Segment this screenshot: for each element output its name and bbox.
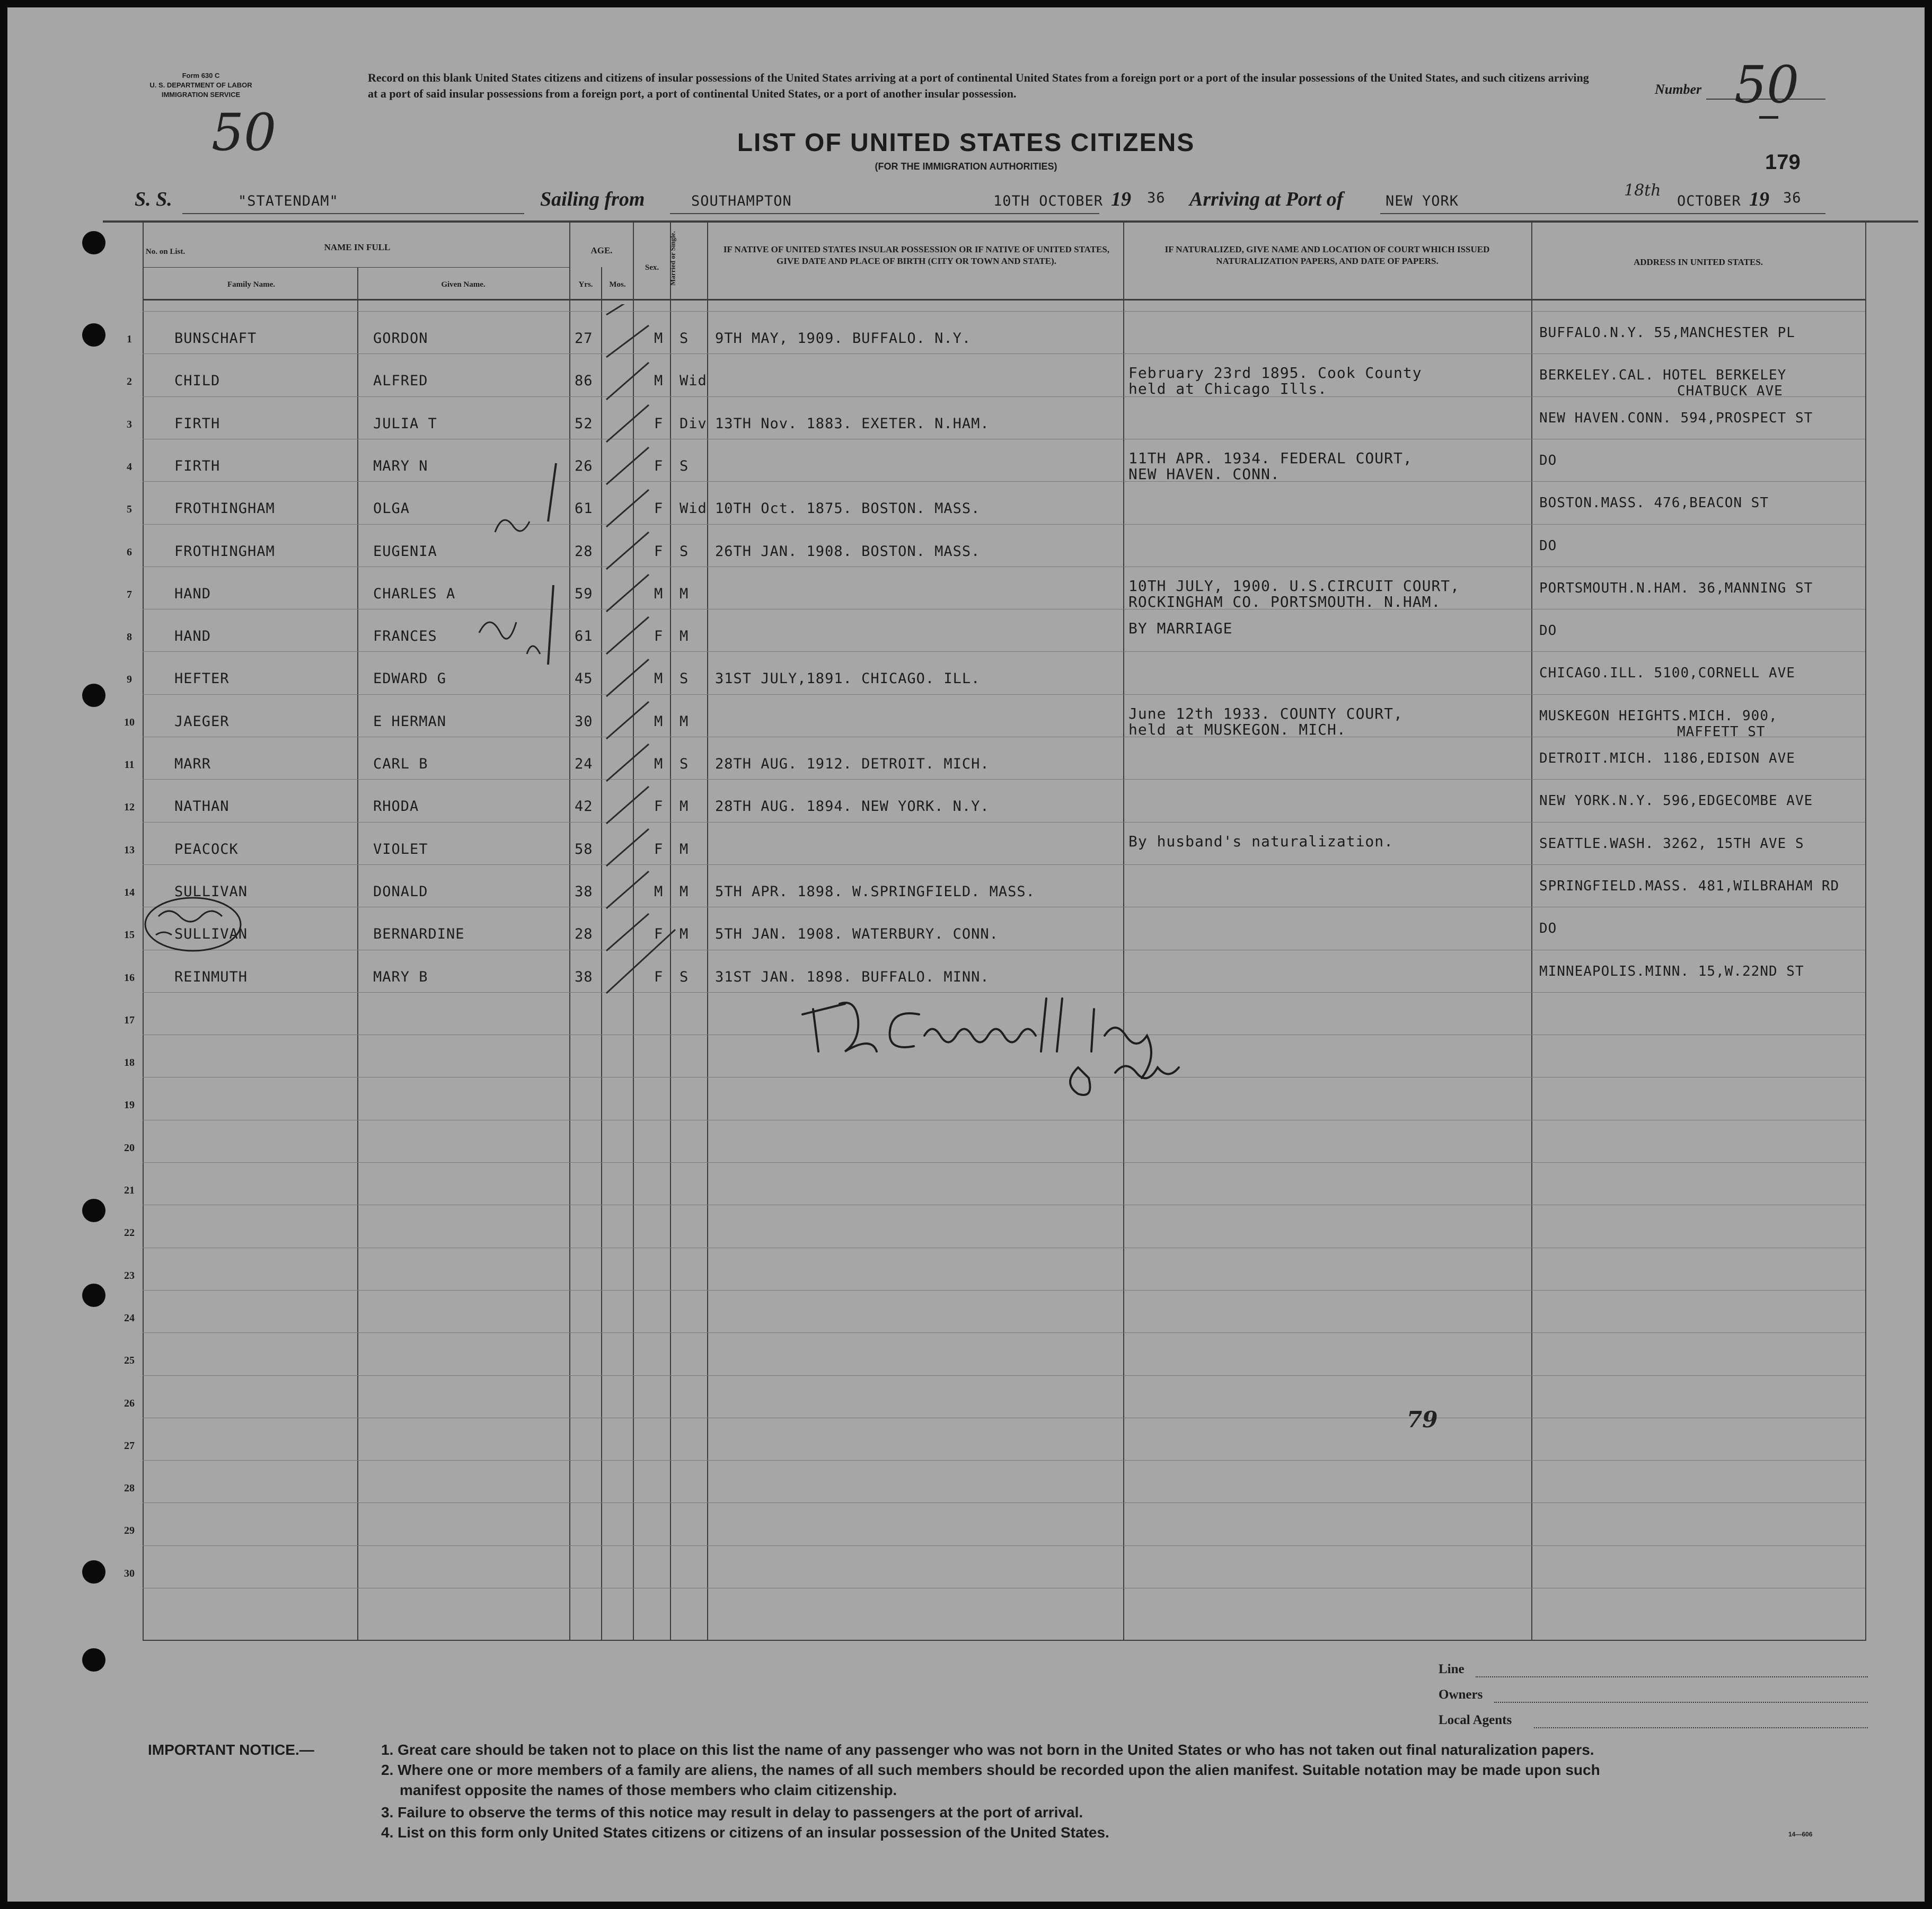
cell-nat1: BY MARRIAGE xyxy=(1128,620,1233,637)
row-number: 25 xyxy=(124,1355,135,1366)
cell-family: CHILD xyxy=(174,373,220,389)
row-number: 7 xyxy=(127,589,132,600)
ruled-line xyxy=(143,311,1865,312)
cell-given: DONALD xyxy=(373,883,428,900)
cell-ms: M xyxy=(680,926,689,942)
cell-given: E HERMAN xyxy=(373,713,447,730)
cell-yrs: 45 xyxy=(575,670,593,687)
cell-yrs: 61 xyxy=(575,628,593,644)
cell-birth: 5TH JAN. 1908. WATERBURY. CONN. xyxy=(715,926,999,942)
cell-family: FIRTH xyxy=(174,458,220,474)
cell-birth: 31ST JAN. 1898. BUFFALO. MINN. xyxy=(715,969,990,985)
column-divider xyxy=(1865,220,1866,1641)
cell-birth: 26TH JAN. 1908. BOSTON. MASS. xyxy=(715,543,981,560)
cell-family: JAEGER xyxy=(174,713,230,730)
notice-item-4: 4. List on this form only United States citizens or citizens of an insular possession of the United States. xyxy=(381,1824,1109,1841)
ruled-line xyxy=(143,779,1865,780)
handwritten-page-number: 50 xyxy=(211,103,277,162)
row-number: 19 xyxy=(124,1099,135,1111)
number-label: Number xyxy=(1655,82,1702,97)
header-sex: Sex. xyxy=(645,263,659,272)
handwritten-circle-annotation xyxy=(140,887,278,961)
table-bottom-border xyxy=(143,1640,1865,1641)
row-number: 1 xyxy=(127,333,132,345)
arrival-month: OCTOBER xyxy=(1677,193,1741,209)
cell-sex: M xyxy=(654,586,664,602)
cell-addr1: BUFFALO.N.Y. 55,MANCHESTER PL xyxy=(1539,325,1795,341)
cell-ms: S xyxy=(680,670,689,687)
cell-given: CARL B xyxy=(373,756,428,772)
cell-addr1: BERKELEY.CAL. HOTEL BERKELEY xyxy=(1539,367,1787,383)
ruled-line xyxy=(143,694,1865,695)
arriving-label: Arriving at Port of xyxy=(1189,188,1344,210)
header-bottom-border xyxy=(143,299,1865,301)
cell-addr1: SEATTLE.WASH. 3262, 15TH AVE S xyxy=(1539,836,1804,852)
service-name: IMMIGRATION SERVICE xyxy=(161,91,241,99)
column-divider xyxy=(1123,220,1124,1641)
form-number: Form 630 C xyxy=(182,72,220,79)
cell-sex: F xyxy=(654,798,664,815)
row-number: 13 xyxy=(124,844,135,856)
cell-addr1: DO xyxy=(1539,538,1557,554)
row-number: 23 xyxy=(124,1270,135,1281)
ruled-line xyxy=(143,1460,1865,1461)
sailing-label: Sailing from xyxy=(540,188,645,210)
cell-family: HAND xyxy=(174,628,211,644)
cell-ms: Wid xyxy=(680,500,707,517)
cell-addr1: NEW HAVEN.CONN. 594,PROSPECT ST xyxy=(1539,410,1813,426)
row-number: 16 xyxy=(124,972,135,984)
ship-name: "STATENDAM" xyxy=(238,193,339,209)
cell-nat2: held at Chicago Ills. xyxy=(1128,380,1328,397)
arrival-port: NEW YORK xyxy=(1386,193,1459,209)
column-divider xyxy=(357,267,358,1641)
cell-ms: M xyxy=(680,883,689,900)
cell-ms: M xyxy=(680,798,689,815)
header-naturalized: IF NATURALIZED, GIVE NAME AND LOCATION OF COURT WHICH ISSUED NATURALIZATION PAPERS, AND DATE OF PAPERS. xyxy=(1165,244,1490,266)
intro-instructions: Record on this blank United States citizens and citizens of insular possessions of the United States arriving at a port of continental United States from a foreign port or a port of the insular possessions of the United States, and such citizens arriving at a port of said insular possessions from a foreign port, a port of continental United States, or a port of another insular possession. xyxy=(368,71,1589,100)
header-given-name: Given Name. xyxy=(441,280,486,289)
column-divider xyxy=(707,220,708,1641)
cell-sex: F xyxy=(654,416,664,432)
row-number: 11 xyxy=(124,759,135,771)
cell-yrs: 38 xyxy=(575,969,593,985)
notice-item-2-continued: manifest opposite the names of those members who claim citizenship. xyxy=(400,1782,897,1798)
sailing-underline xyxy=(670,213,1099,214)
cell-family: HEFTER xyxy=(174,670,230,687)
ruled-line xyxy=(143,1545,1865,1546)
cell-given: GORDON xyxy=(373,330,428,347)
cell-sex: M xyxy=(654,670,664,687)
row-number: 28 xyxy=(124,1482,135,1494)
cell-nat1: February 23rd 1895. Cook County xyxy=(1128,364,1422,382)
cell-addr1: PORTSMOUTH.N.HAM. 36,MANNING ST xyxy=(1539,580,1813,596)
ruled-line xyxy=(143,353,1865,354)
binder-hole xyxy=(82,1284,105,1307)
ruled-line xyxy=(143,1375,1865,1376)
year-prefix: 19 xyxy=(1111,188,1131,210)
row-number: 8 xyxy=(127,631,132,643)
row-number: 22 xyxy=(124,1227,135,1239)
header-family-name: Family Name. xyxy=(227,280,275,289)
row-number: 2 xyxy=(127,376,132,387)
cell-nat1: 11TH APR. 1934. FEDERAL COURT, xyxy=(1128,449,1413,467)
cell-family: REINMUTH xyxy=(174,969,248,985)
row-number: 24 xyxy=(124,1312,135,1324)
row-number: 10 xyxy=(124,717,135,728)
sailing-port: SOUTHAMPTON xyxy=(691,193,792,209)
line-field xyxy=(1476,1676,1868,1677)
cell-given: MARY B xyxy=(373,969,428,985)
ruled-line xyxy=(143,396,1865,397)
cell-sex: M xyxy=(654,373,664,389)
line-label: Line xyxy=(1439,1662,1465,1676)
binder-hole xyxy=(82,323,105,347)
cell-given: BERNARDINE xyxy=(373,926,465,942)
cell-yrs: 58 xyxy=(575,841,593,858)
handwritten-number: 50 xyxy=(1734,55,1799,114)
header-years: Yrs. xyxy=(578,280,593,289)
cell-family: SULLIVAN xyxy=(174,883,248,900)
notice-item-3: 3. Failure to observe the terms of this notice may result in delay to passengers at the port of arrival. xyxy=(381,1804,1083,1820)
cell-yrs: 86 xyxy=(575,373,593,389)
row-number: 26 xyxy=(124,1398,135,1409)
binder-hole xyxy=(82,1560,105,1584)
binder-hole xyxy=(82,1199,105,1222)
cell-yrs: 42 xyxy=(575,798,593,815)
footer-code: 14—606 xyxy=(1788,1831,1813,1838)
cell-birth: 31ST JULY,1891. CHICAGO. ILL. xyxy=(715,670,981,687)
cell-addr1: BOSTON.MASS. 476,BEACON ST xyxy=(1539,495,1769,511)
row-number: 14 xyxy=(124,887,135,898)
row-number: 12 xyxy=(124,801,135,813)
cell-given: FRANCES xyxy=(373,628,437,644)
header-number: No. on List. xyxy=(145,248,186,256)
page-note-number: 79 xyxy=(1407,1407,1438,1433)
row-number: 18 xyxy=(124,1057,135,1068)
cell-sex: F xyxy=(654,458,664,474)
name-group-rule xyxy=(143,267,569,268)
row-number: 20 xyxy=(124,1142,135,1154)
agents-field xyxy=(1534,1727,1868,1728)
arrival-day: 18th xyxy=(1624,181,1661,200)
cell-yrs: 28 xyxy=(575,543,593,560)
notice-item-1: 1. Great care should be taken not to place on this list the name of any passenger who was not born in the United States or who has not taken out final naturalization papers. xyxy=(381,1742,1594,1758)
cell-sex: M xyxy=(654,713,664,730)
cell-nat1: June 12th 1933. COUNTY COURT, xyxy=(1128,705,1403,722)
cell-family: FROTHINGHAM xyxy=(174,543,275,560)
manifest-sheet xyxy=(7,7,1925,1902)
cell-sex: M xyxy=(654,330,664,347)
cell-sex: F xyxy=(654,628,664,644)
cell-birth: 9TH MAY, 1909. BUFFALO. N.Y. xyxy=(715,330,972,347)
arrival-year: 36 xyxy=(1783,190,1802,206)
cell-ms: Div xyxy=(680,416,707,432)
cell-family: NATHAN xyxy=(174,798,230,815)
cell-sex: M xyxy=(654,883,664,900)
cell-family: FROTHINGHAM xyxy=(174,500,275,517)
cell-family: PEACOCK xyxy=(174,841,239,858)
cell-family: FIRTH xyxy=(174,416,220,432)
department-name: U. S. DEPARTMENT OF LABOR xyxy=(149,81,252,89)
cell-sex: F xyxy=(654,543,664,560)
cell-ms: Wid xyxy=(680,373,707,389)
cell-ms: S xyxy=(680,543,689,560)
cell-addr1: DO xyxy=(1539,921,1557,936)
row-number: 21 xyxy=(124,1185,135,1196)
cell-family: SULLIVAN xyxy=(174,926,248,942)
cell-sex: F xyxy=(654,841,664,858)
row-number: 17 xyxy=(124,1014,135,1026)
ruled-line xyxy=(143,524,1865,525)
cell-yrs: 30 xyxy=(575,713,593,730)
ruled-line xyxy=(143,1162,1865,1163)
cell-yrs: 52 xyxy=(575,416,593,432)
row-number: 3 xyxy=(127,419,132,430)
cell-given: JULIA T xyxy=(373,416,437,432)
cell-family: HAND xyxy=(174,586,211,602)
cell-given: MARY N xyxy=(373,458,428,474)
cell-addr1: NEW YORK.N.Y. 596,EDGECOMBE AVE xyxy=(1539,793,1813,809)
cell-ms: S xyxy=(680,969,689,985)
cell-given: CHARLES A xyxy=(373,586,456,602)
cell-addr1: MINNEAPOLIS.MINN. 15,W.22ND ST xyxy=(1539,964,1804,979)
binder-hole xyxy=(82,1648,105,1672)
handwritten-scribble xyxy=(474,580,601,675)
cell-birth: 13TH Nov. 1883. EXETER. N.HAM. xyxy=(715,416,990,432)
cell-addr1: DO xyxy=(1539,453,1557,469)
ship-underline xyxy=(182,213,524,214)
sailing-year: 36 xyxy=(1147,190,1166,206)
cell-birth: 5TH APR. 1898. W.SPRINGFIELD. MASS. xyxy=(715,883,1035,900)
officer-signature xyxy=(797,988,1306,1099)
arrival-year-prefix: 19 xyxy=(1749,188,1769,210)
cell-ms: M xyxy=(680,841,689,858)
cell-addr1: MUSKEGON HEIGHTS.MICH. 900, xyxy=(1539,708,1778,724)
cell-given: EUGENIA xyxy=(373,543,437,560)
row-number: 9 xyxy=(127,674,132,685)
arrival-underline xyxy=(1380,213,1825,214)
ruled-line xyxy=(143,864,1865,865)
cell-ms: S xyxy=(680,458,689,474)
cell-given: OLGA xyxy=(373,500,410,517)
header-name-in-full: NAME IN FULL xyxy=(324,242,391,252)
cell-sex: F xyxy=(654,926,664,942)
cell-ms: S xyxy=(680,330,689,347)
ruled-line xyxy=(143,822,1865,823)
cell-yrs: 38 xyxy=(575,883,593,900)
header-age: AGE. xyxy=(590,245,613,255)
cell-ms: M xyxy=(680,628,689,644)
cell-given: EDWARD G xyxy=(373,670,447,687)
row-number: 30 xyxy=(124,1568,135,1579)
sailing-date: 10TH OCTOBER xyxy=(993,193,1104,209)
stamp-number: 179 xyxy=(1765,151,1801,174)
binder-hole xyxy=(82,231,105,254)
cell-birth: 28TH AUG. 1894. NEW YORK. N.Y. xyxy=(715,798,990,815)
cell-nat1: By husband's naturalization. xyxy=(1128,833,1394,850)
row-number: 27 xyxy=(124,1440,135,1452)
cell-ms: S xyxy=(680,756,689,772)
ss-label: S. S. xyxy=(135,188,172,210)
ruled-line xyxy=(143,481,1865,482)
notice-item-2: 2. Where one or more members of a family are aliens, the names of all such members should be recorded upon the alien manifest. Suitable notation may be made upon such xyxy=(381,1762,1600,1778)
header-months: Mos. xyxy=(609,280,626,289)
cell-yrs: 26 xyxy=(575,458,593,474)
cell-addr1: CHICAGO.ILL. 5100,CORNELL AVE xyxy=(1539,665,1795,681)
row-number: 15 xyxy=(124,929,135,941)
column-divider xyxy=(1531,220,1532,1641)
page-subtitle: (FOR THE IMMIGRATION AUTHORITIES) xyxy=(875,161,1057,172)
cell-nat1: 10TH JULY, 1900. U.S.CIRCUIT COURT, xyxy=(1128,577,1460,595)
cell-ms: M xyxy=(680,586,689,602)
cell-yrs: 61 xyxy=(575,500,593,517)
cell-birth: 28TH AUG. 1912. DETROIT. MICH. xyxy=(715,756,990,772)
cell-sex: M xyxy=(654,756,664,772)
cell-yrs: 24 xyxy=(575,756,593,772)
owners-label: Owners xyxy=(1439,1687,1483,1702)
page-title: LIST OF UNITED STATES CITIZENS xyxy=(737,129,1195,157)
cell-given: RHODA xyxy=(373,798,419,815)
cell-sex: F xyxy=(654,500,664,517)
cell-addr1: DO xyxy=(1539,623,1557,639)
handwritten-dash xyxy=(1759,116,1778,119)
notice-heading: IMPORTANT NOTICE.— xyxy=(148,1742,314,1758)
cell-nat2: held at MUSKEGON. MICH. xyxy=(1128,721,1346,738)
cell-addr2: MAFFETT ST xyxy=(1677,724,1766,740)
handwritten-check-marks xyxy=(569,304,707,1078)
handwritten-scribble xyxy=(484,453,580,559)
cell-yrs: 27 xyxy=(575,330,593,347)
row-number: 29 xyxy=(124,1525,135,1536)
agents-label: Local Agents xyxy=(1439,1713,1512,1727)
cell-addr1: SPRINGFIELD.MASS. 481,WILBRAHAM RD xyxy=(1539,878,1840,894)
cell-sex: F xyxy=(654,969,664,985)
form-identifier xyxy=(113,71,288,100)
cell-family: MARR xyxy=(174,756,211,772)
cell-given: ALFRED xyxy=(373,373,428,389)
cell-addr1: DETROIT.MICH. 1186,EDISON AVE xyxy=(1539,750,1795,766)
row-number: 4 xyxy=(127,461,132,473)
header-married-single: Married or Single. xyxy=(668,231,677,286)
cell-given: VIOLET xyxy=(373,841,428,858)
ruled-line xyxy=(143,1290,1865,1291)
header-birth: IF NATIVE OF UNITED STATES INSULAR POSSESSION OR IF NATIVE OF UNITED STATES, GIVE DATE AND PLACE OF BIRTH (CITY OR TOWN AND STATE). xyxy=(723,244,1110,266)
cell-nat2: ROCKINGHAM CO. PORTSMOUTH. N.HAM. xyxy=(1128,593,1441,611)
row-number: 6 xyxy=(127,546,132,558)
ruled-line xyxy=(143,651,1865,652)
ruled-line xyxy=(143,1332,1865,1333)
binder-hole xyxy=(82,684,105,707)
header-address: ADDRESS IN UNITED STATES. xyxy=(1633,257,1763,267)
owners-field xyxy=(1494,1701,1868,1703)
cell-yrs: 59 xyxy=(575,586,593,602)
cell-yrs: 28 xyxy=(575,926,593,942)
cell-nat2: NEW HAVEN. CONN. xyxy=(1128,465,1280,483)
row-number: 5 xyxy=(127,503,132,515)
cell-ms: M xyxy=(680,713,689,730)
cell-birth: 10TH Oct. 1875. BOSTON. MASS. xyxy=(715,500,981,517)
cell-family: BUNSCHAFT xyxy=(174,330,257,347)
table-top-border xyxy=(103,220,1918,223)
cell-addr2: CHATBUCK AVE xyxy=(1677,383,1783,399)
